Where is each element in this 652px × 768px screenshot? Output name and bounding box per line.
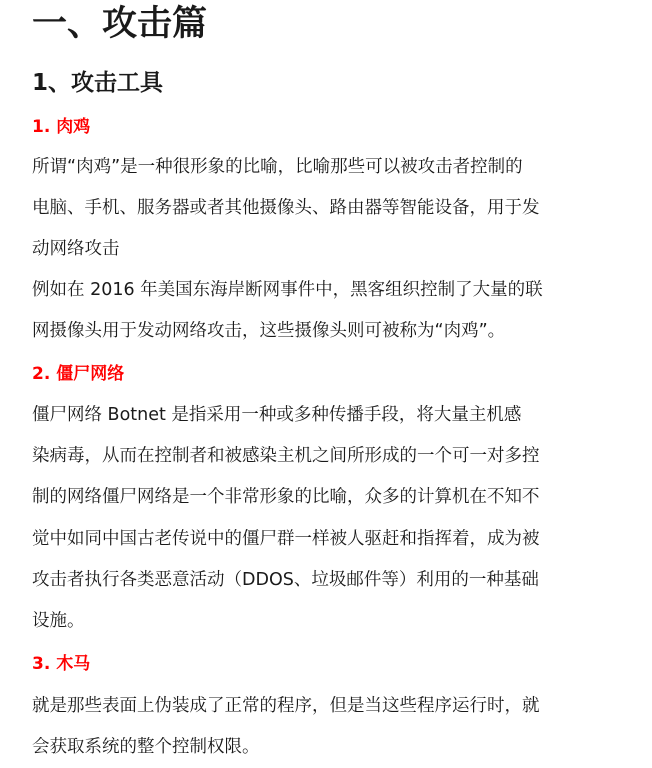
paragraph-line: 攻击者执行各类恶意活动（DDOS、垃圾邮件等）利用的一种基础 bbox=[32, 570, 539, 590]
paragraph-line: 所谓“肉鸡”是一种很形象的比喻，比喻那些可以被攻击者控制的 bbox=[32, 157, 523, 177]
page-title: 一、攻击篇 bbox=[32, 4, 208, 44]
paragraph-line: 设施。 bbox=[32, 611, 85, 631]
paragraph-line: 僵尸网络 Botnet 是指采用一种或多种传播手段，将大量主机感 bbox=[32, 405, 522, 425]
paragraph-line: 网摄像头用于发动网络攻击，这些摄像头则可被称为“肉鸡”。 bbox=[32, 321, 506, 341]
subsection-heading-zombie-host: 1. 肉鸡 bbox=[32, 117, 91, 137]
paragraph-line: 例如在 2016 年美国东海岸断网事件中，黑客组织控制了大量的联 bbox=[32, 280, 543, 300]
paragraph-line: 会获取系统的整个控制权限。 bbox=[32, 737, 260, 757]
paragraph-line: 制的网络僵尸网络是一个非常形象的比喻，众多的计算机在不知不 bbox=[32, 487, 540, 507]
paragraph-line: 染病毒，从而在控制者和被感染主机之间所形成的一个可一对多控 bbox=[32, 446, 540, 466]
subsection-heading-botnet: 2. 僵尸网络 bbox=[32, 364, 125, 384]
paragraph-line: 觉中如同中国古老传说中的僵尸群一样被人驱赶和指挥着，成为被 bbox=[32, 529, 540, 549]
paragraph-line: 就是那些表面上伪装成了正常的程序，但是当这些程序运行时，就 bbox=[32, 696, 540, 716]
paragraph-line: 电脑、手机、服务器或者其他摄像头、路由器等智能设备，用于发 bbox=[32, 198, 540, 218]
subsection-heading-trojan: 3. 木马 bbox=[32, 654, 91, 674]
section-heading: 1、攻击工具 bbox=[32, 70, 164, 96]
paragraph-line: 动网络攻击 bbox=[32, 239, 120, 259]
